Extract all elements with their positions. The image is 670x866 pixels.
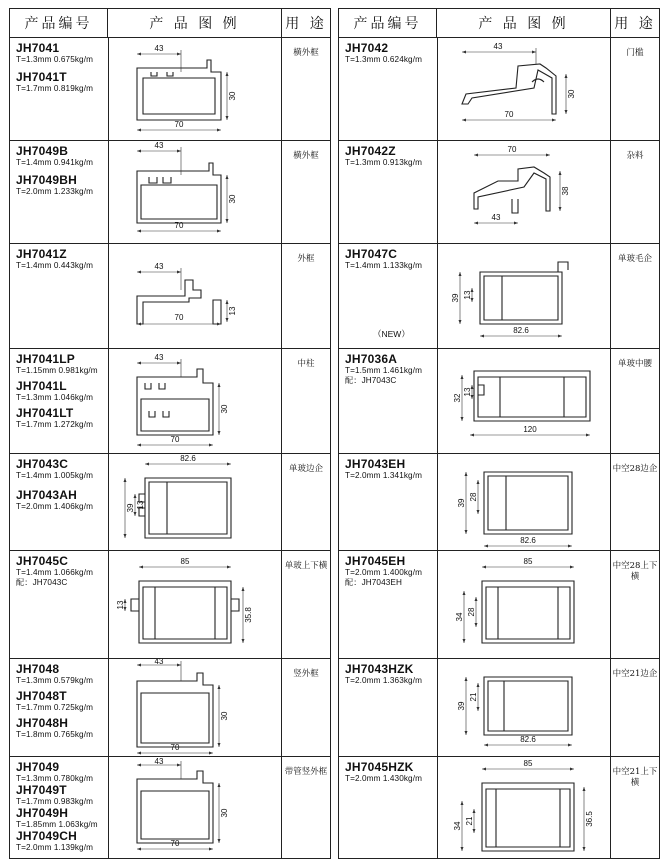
dimension-label: 30	[228, 194, 237, 204]
product-match: 配：JH7043C	[345, 376, 397, 385]
profile-drawing	[108, 38, 282, 140]
dimension-label: 13	[463, 387, 472, 397]
product-spec: T=2.0mm 1.341kg/m	[345, 471, 423, 480]
dimension-label: 35.8	[244, 607, 253, 623]
dimension-label: 30	[220, 808, 229, 818]
product-spec: T=2.0mm 1.430kg/m	[345, 774, 423, 783]
dimension-label: 120	[523, 425, 537, 434]
product-item	[16, 489, 108, 512]
dimension-label: 82.6	[520, 735, 536, 744]
dimension-label: 43	[154, 141, 164, 150]
dimension-label: 30	[220, 404, 229, 414]
dimension-label: 70	[174, 120, 184, 129]
product-row	[339, 454, 659, 551]
product-usage: 中空21上下横	[612, 767, 658, 788]
dimension-label: 21	[465, 816, 474, 826]
product-codes	[339, 454, 437, 550]
header-code: 产品编号	[10, 9, 108, 37]
product-codes	[339, 659, 437, 756]
product-code: JH7043EH	[345, 457, 406, 471]
product-codes	[10, 659, 108, 756]
profile-drawing	[437, 757, 611, 858]
product-codes	[10, 454, 108, 550]
product-code: JH7045EH	[345, 554, 406, 568]
dimension-label: 21	[469, 692, 478, 702]
product-code: JH7041LP	[16, 352, 75, 366]
product-item	[16, 761, 108, 784]
profile-section-diagram	[438, 551, 612, 659]
product-code: JH7048T	[16, 689, 67, 703]
dimension-label: 13	[136, 500, 145, 510]
dimension-label: 82.6	[520, 536, 536, 545]
dimension-label: 85	[523, 557, 533, 566]
dimension-label: 85	[180, 557, 190, 566]
dimension-label: 39	[451, 293, 460, 303]
product-code: JH7049CH	[16, 829, 77, 843]
product-item	[345, 248, 437, 271]
dimension-label: 82.6	[513, 326, 529, 335]
header-code: 产品编号	[339, 9, 437, 37]
right-product-table	[338, 8, 660, 859]
product-codes	[339, 244, 437, 348]
product-code: JH7041T	[16, 70, 67, 84]
product-code: JH7041Z	[16, 247, 67, 261]
product-item	[345, 761, 437, 784]
dimension-label: 85	[523, 759, 533, 768]
product-spec: T=1.7mm 0.819kg/m	[16, 84, 94, 93]
product-spec: T=1.85mm 1.063kg/m	[16, 820, 98, 829]
dimension-label: 43	[154, 353, 164, 362]
profile-drawing	[437, 551, 611, 658]
product-item	[16, 145, 108, 168]
dimension-label: 30	[228, 91, 237, 101]
product-code: JH7045HZK	[345, 760, 414, 774]
product-usage: 竖外框	[293, 669, 319, 679]
product-row	[339, 349, 659, 454]
profile-drawing	[108, 757, 282, 858]
profile-drawing	[108, 454, 282, 550]
product-item	[345, 42, 437, 65]
profile-drawing	[437, 454, 611, 550]
product-codes	[339, 141, 437, 243]
product-spec: T=1.3mm 0.675kg/m	[16, 55, 94, 64]
product-spec: T=1.3mm 0.624kg/m	[345, 55, 423, 64]
profile-drawing	[437, 141, 611, 243]
dimension-label: 70	[170, 435, 180, 444]
product-code: JH7049H	[16, 806, 69, 820]
product-spec: T=1.4mm 1.133kg/m	[345, 261, 423, 270]
dimension-label: 13	[463, 290, 472, 300]
product-spec: T=2.0mm 1.363kg/m	[345, 676, 423, 685]
dimension-label: 39	[457, 498, 466, 508]
product-item	[16, 248, 108, 271]
left-product-table	[9, 8, 331, 859]
product-code: JH7047C	[345, 247, 398, 261]
product-code: JH7041LT	[16, 406, 74, 420]
product-item	[16, 407, 108, 430]
product-item	[16, 71, 108, 94]
product-usage: 外框	[297, 254, 315, 264]
product-spec: T=2.0mm 1.406kg/m	[16, 502, 94, 511]
product-usage: 单玻毛企	[617, 254, 652, 264]
profile-drawing	[108, 659, 282, 756]
dimension-label: 43	[154, 659, 164, 666]
product-spec: T=1.3mm 0.579kg/m	[16, 676, 94, 685]
dimension-label: 36.5	[585, 811, 594, 827]
product-usage: 门槛	[626, 48, 644, 58]
dimension-label: 28	[467, 607, 476, 617]
product-usage: 中空28上下横	[612, 561, 658, 582]
product-item	[16, 807, 108, 830]
dimension-label: 43	[493, 42, 503, 51]
product-match: 配：JH7043EH	[345, 578, 402, 587]
product-row	[339, 757, 659, 858]
product-row	[10, 454, 330, 551]
product-code: JH7049	[16, 760, 60, 774]
dimension-label: 43	[491, 213, 501, 222]
dimension-label: 70	[174, 313, 184, 322]
product-item	[16, 717, 108, 740]
product-row	[339, 659, 659, 757]
product-row	[10, 141, 330, 244]
profile-section-diagram	[109, 141, 283, 244]
product-codes	[339, 757, 437, 858]
dimension-label: 13	[228, 306, 237, 316]
new-badge: （NEW）	[373, 329, 410, 339]
product-item	[345, 353, 437, 386]
product-usage: 杂料	[626, 151, 644, 161]
profile-drawing	[108, 349, 282, 453]
dimension-label: 28	[469, 492, 478, 502]
product-item	[16, 663, 108, 686]
profile-drawing	[437, 659, 611, 756]
dimension-label: 70	[504, 110, 514, 119]
product-row	[339, 141, 659, 244]
dimension-label: 30	[567, 89, 576, 99]
product-item	[345, 555, 437, 588]
dimension-label: 43	[154, 757, 164, 766]
profile-section-diagram	[438, 659, 612, 757]
product-usage: 带管竖外框	[284, 767, 328, 777]
header-use: 用 途	[285, 16, 327, 32]
product-code: JH7049T	[16, 783, 67, 797]
product-usage: 中空28边企	[612, 464, 658, 474]
profile-drawing	[437, 349, 611, 453]
header-use: 用 途	[614, 16, 656, 32]
dimension-label: 32	[453, 393, 462, 403]
product-row	[10, 349, 330, 454]
product-codes	[10, 141, 108, 243]
product-spec: T=1.4mm 0.941kg/m	[16, 158, 94, 167]
product-row	[339, 38, 659, 141]
product-spec: T=2.0mm 1.233kg/m	[16, 187, 94, 196]
product-codes	[10, 757, 108, 858]
product-item	[16, 353, 108, 376]
product-spec: T=1.15mm 0.981kg/m	[16, 366, 98, 375]
product-spec: T=1.8mm 0.765kg/m	[16, 730, 94, 739]
product-item	[16, 830, 108, 853]
table-header	[339, 9, 659, 38]
product-usage: 横外框	[293, 48, 319, 58]
product-spec: T=1.4mm 1.005kg/m	[16, 471, 94, 480]
product-item	[345, 458, 437, 481]
product-spec: T=1.4mm 0.443kg/m	[16, 261, 94, 270]
product-item	[345, 145, 437, 168]
profile-drawing	[437, 38, 611, 140]
product-row	[339, 244, 659, 349]
profile-section-diagram	[438, 454, 612, 551]
product-item	[16, 555, 108, 588]
profile-section-diagram	[109, 349, 283, 454]
profile-section-diagram	[438, 757, 612, 858]
product-spec: T=1.4mm 1.066kg/m	[16, 568, 94, 577]
profile-section-diagram	[438, 244, 612, 349]
product-code: JH7043C	[16, 457, 69, 471]
profile-section-diagram	[109, 659, 283, 757]
profile-section-diagram	[438, 141, 612, 244]
profile-section-diagram	[109, 38, 283, 141]
profile-section-diagram	[109, 454, 283, 551]
profile-section-diagram	[109, 551, 283, 659]
product-spec: T=1.7mm 0.983kg/m	[16, 797, 94, 806]
product-spec: T=1.3mm 1.046kg/m	[16, 393, 94, 402]
dimension-label: 39	[126, 503, 135, 513]
profile-drawing	[108, 551, 282, 658]
profile-section-diagram	[109, 757, 283, 858]
dimension-label: 82.6	[180, 454, 196, 463]
header-drawing: 产 品 图 例	[108, 9, 282, 37]
product-code: JH7041L	[16, 379, 67, 393]
product-usage: 中空21边企	[612, 669, 658, 679]
product-code: JH7043AH	[16, 488, 77, 502]
product-match: 配：JH7043C	[16, 578, 68, 587]
product-codes	[339, 349, 437, 453]
product-code: JH7048H	[16, 716, 69, 730]
dimension-label: 43	[154, 44, 164, 53]
header-drawing: 产 品 图 例	[437, 9, 611, 37]
product-row	[10, 38, 330, 141]
product-code: JH7049B	[16, 144, 69, 158]
product-usage: 中柱	[297, 359, 315, 369]
dimension-label: 70	[507, 145, 517, 154]
product-spec: T=1.7mm 0.725kg/m	[16, 703, 94, 712]
product-item	[16, 380, 108, 403]
dimension-label: 39	[457, 701, 466, 711]
product-row	[10, 551, 330, 659]
product-item	[16, 690, 108, 713]
dimension-label: 34	[453, 821, 462, 831]
product-row	[10, 244, 330, 349]
product-usage: 单玻边企	[288, 464, 323, 474]
product-item	[16, 784, 108, 807]
dimension-label: 70	[170, 743, 180, 752]
product-row	[10, 757, 330, 858]
product-row	[339, 551, 659, 659]
dimension-label: 70	[174, 221, 184, 230]
product-usage: 单玻中腰	[617, 359, 652, 369]
product-code: JH7048	[16, 662, 60, 676]
dimension-label: 70	[170, 839, 180, 848]
product-code: JH7036A	[345, 352, 398, 366]
product-code: JH7042	[345, 41, 389, 55]
product-code: JH7049BH	[16, 173, 77, 187]
product-codes	[10, 244, 108, 348]
product-code: JH7042Z	[345, 144, 396, 158]
product-item	[16, 42, 108, 65]
product-item	[16, 174, 108, 197]
product-row	[10, 659, 330, 757]
product-code: JH7041	[16, 41, 60, 55]
profile-drawing	[437, 244, 611, 348]
product-codes	[339, 551, 437, 658]
profile-section-diagram	[109, 244, 283, 349]
product-codes	[10, 349, 108, 453]
dimension-label: 43	[154, 262, 164, 271]
product-item	[345, 663, 437, 686]
profile-drawing	[108, 244, 282, 348]
product-codes	[10, 38, 108, 140]
table-header	[10, 9, 330, 38]
product-spec: T=2.0mm 1.139kg/m	[16, 843, 94, 852]
product-spec: T=1.5mm 1.461kg/m	[345, 366, 423, 375]
profile-section-diagram	[438, 38, 612, 141]
profile-drawing	[108, 141, 282, 243]
dimension-label: 34	[455, 612, 464, 622]
dimension-label: 30	[220, 711, 229, 721]
product-spec: T=2.0mm 1.400kg/m	[345, 568, 423, 577]
product-code: JH7045C	[16, 554, 69, 568]
product-usage: 横外框	[293, 151, 319, 161]
product-codes	[339, 38, 437, 140]
dimension-label: 38	[561, 186, 570, 196]
dimension-label: 13	[116, 600, 125, 610]
product-code: JH7043HZK	[345, 662, 414, 676]
product-usage: 单玻上下横	[284, 561, 328, 571]
product-spec: T=1.7mm 1.272kg/m	[16, 420, 94, 429]
profile-section-diagram	[438, 349, 612, 454]
product-codes	[10, 551, 108, 658]
product-item	[16, 458, 108, 481]
product-spec: T=1.3mm 0.780kg/m	[16, 774, 94, 783]
product-spec: T=1.3mm 0.913kg/m	[345, 158, 423, 167]
